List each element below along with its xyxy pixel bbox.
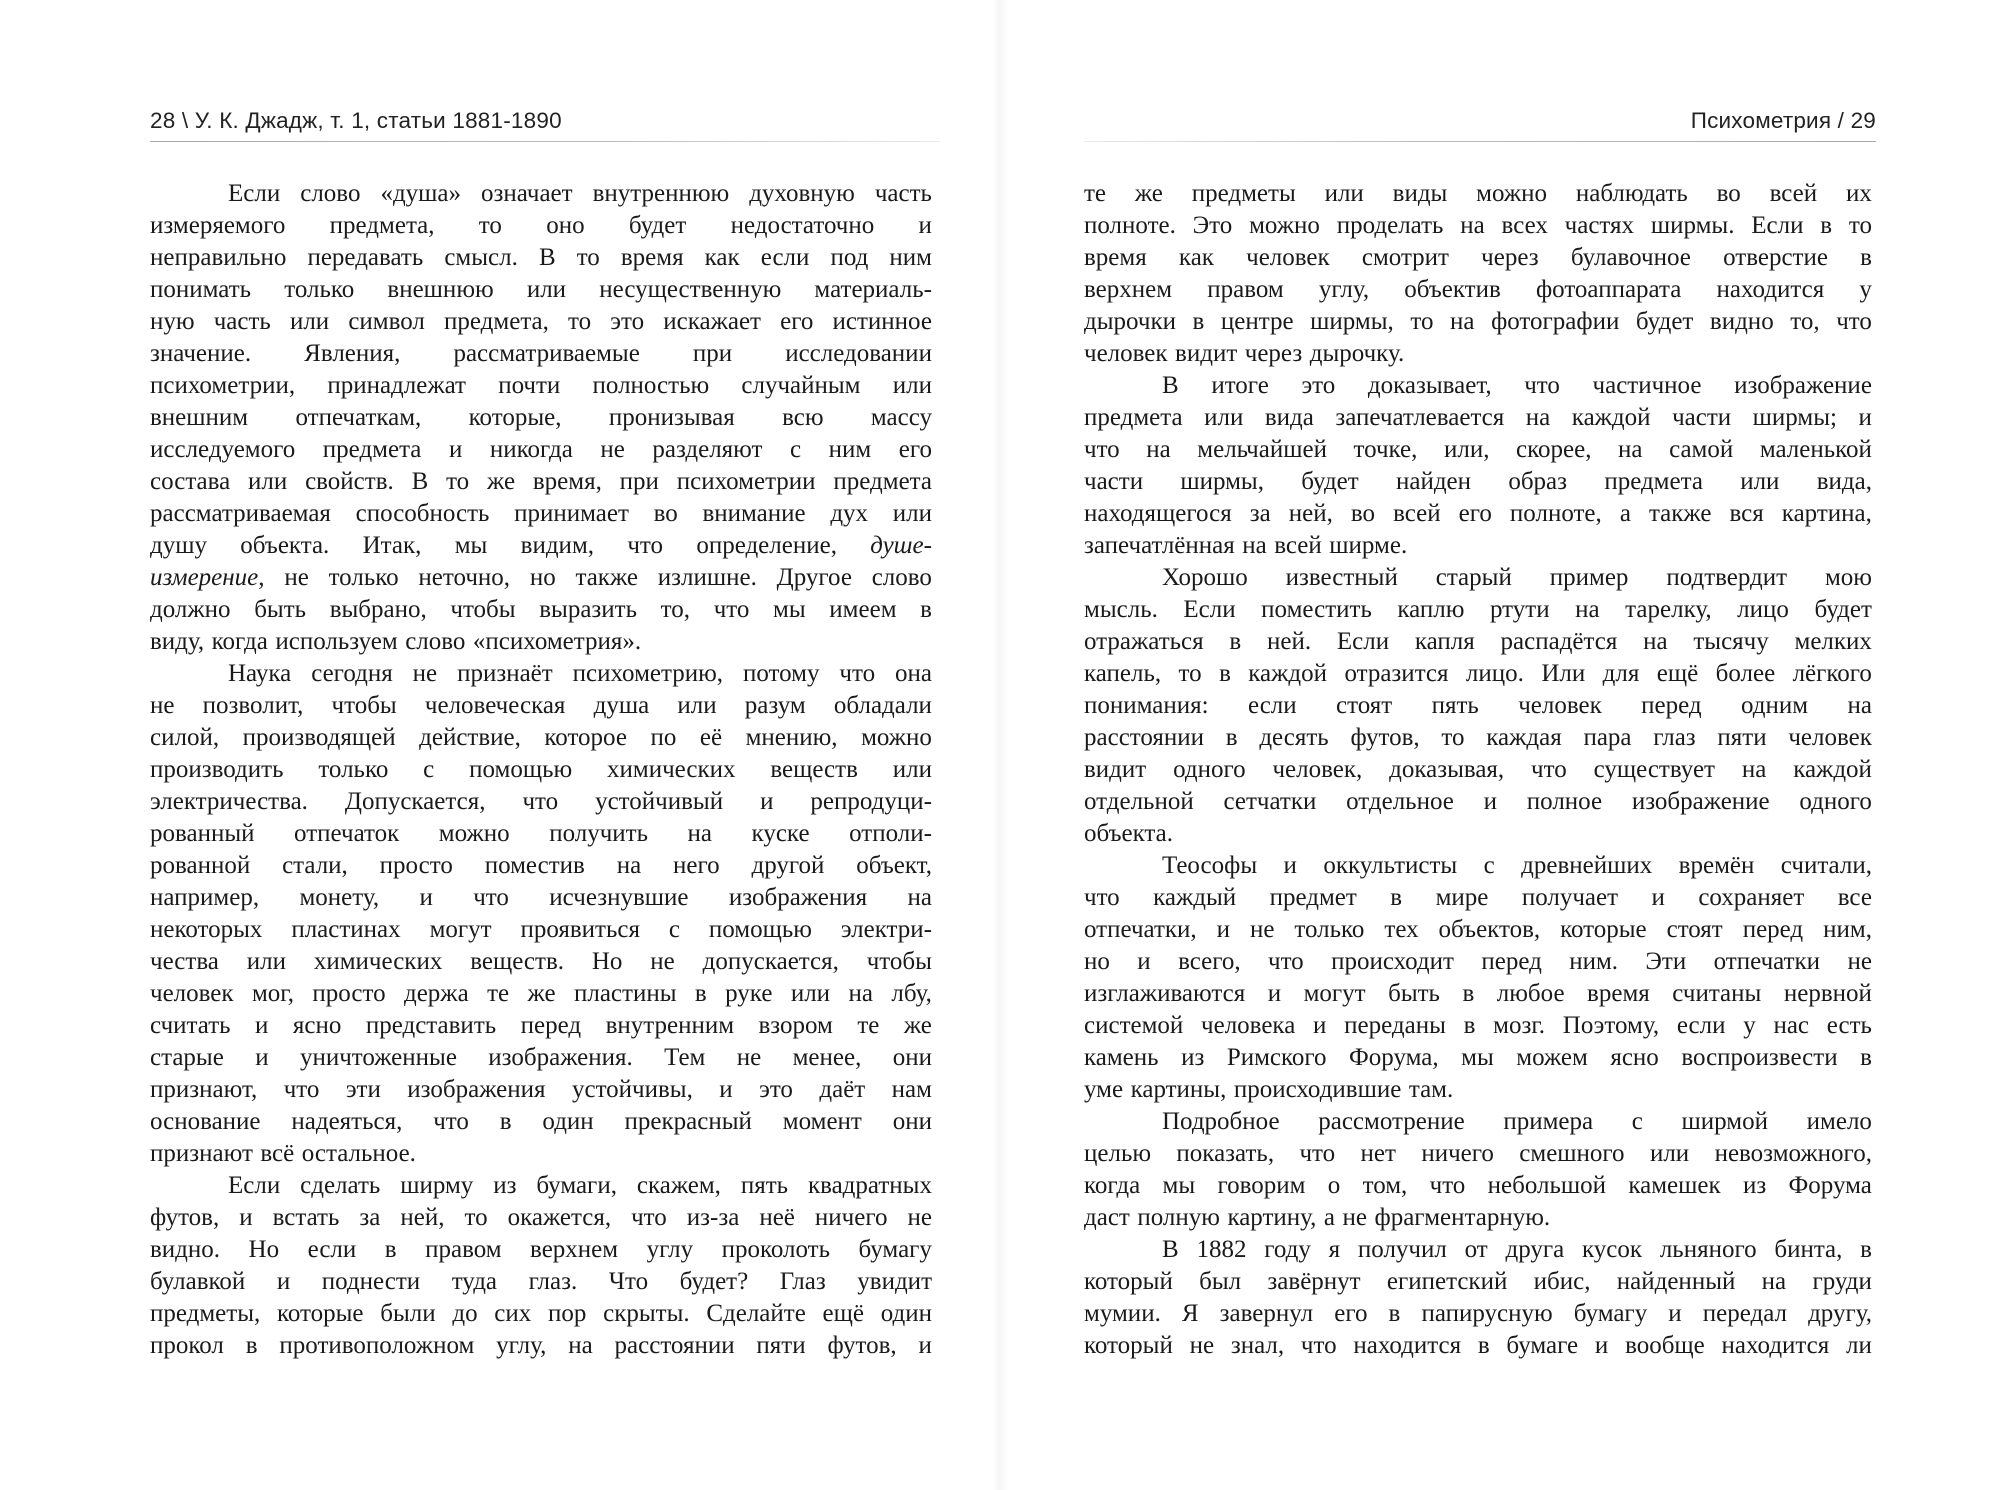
text-line: например, монету, и что исчезнувшие изображения на [150, 884, 932, 911]
body-text-right [1084, 178, 1872, 1362]
text-line: те же предметы или виды можно наблюдать во всей их [1084, 180, 1872, 207]
text-line: что на мельчайшей точке, или, скорее, на самой маленькой [1084, 436, 1872, 463]
text-line: предметы, которые были до сих пор скрыты. Сделайте ещё один [150, 1300, 932, 1327]
text-line: уме картины, происходившие там. [1084, 1076, 1454, 1103]
text-line: мысль. Если поместить каплю ртути на тарелку, лицо будет [1084, 596, 1872, 623]
running-header-right: Психометрия / 29 [1690, 108, 1876, 133]
text-line: неправильно передавать смысл. В то время как если под ним [150, 244, 932, 271]
text-line: целью показать, что нет ничего смешного или невозможного, [1084, 1140, 1872, 1167]
text-line: Наука сегодня не признаёт психометрию, потому что она [228, 660, 932, 687]
text-line: ную часть или символ предмета, то это искажает его истинное [150, 308, 932, 335]
text-line: В итоге это доказывает, что частичное изображение [1162, 372, 1872, 399]
text-line: даст полную картину, а не фрагментарную. [1084, 1204, 1551, 1231]
text-line: системой человека и переданы в мозг. Поэтому, если у нас есть [1084, 1012, 1872, 1039]
text-line: что каждый предмет в мире получает и сохраняет все [1084, 884, 1872, 911]
text-line: измерение, не только неточно, но также излишне. Другое слово [150, 564, 932, 591]
text-line: верхнем правом углу, объектив фотоаппарата находится у [1084, 276, 1872, 303]
text-line: полноте. Это можно проделать на всех частях ширмы. Если в то [1084, 212, 1872, 239]
text-line: человек видит через дырочку. [1084, 340, 1405, 367]
header-rule-right [1084, 141, 1876, 142]
text-line: рованный отпечаток можно получить на куске отполи- [150, 820, 932, 847]
text-line: признают всё остальное. [150, 1140, 416, 1167]
text-line: рованной стали, просто поместив на него другой объект, [150, 852, 932, 879]
text-line: Подробное рассмотрение примера с ширмой имело [1162, 1108, 1872, 1135]
text-line: не позволит, чтобы человеческая душа или разум обладали [150, 692, 932, 719]
text-line: который не знал, что находится в бумаге и вообще находится ли [1084, 1332, 1872, 1359]
text-line: признают, что эти изображения устойчивы, и это даёт нам [150, 1076, 932, 1103]
text-line: В 1882 году я получил от друга кусок льняного бинта, в [1162, 1236, 1872, 1263]
text-line: старые и уничтоженные изображения. Тем не менее, они [150, 1044, 932, 1071]
text-line: Теософы и оккультисты с древнейших времён считали, [1162, 852, 1872, 879]
text-line: когда мы говорим о том, что небольшой камешек из Форума [1084, 1172, 1872, 1199]
text-line: внешним отпечаткам, которые, пронизывая всю массу [150, 404, 932, 431]
text-line: прокол в противоположном углу, на расстоянии пяти футов, и [150, 1332, 932, 1359]
text-line: психометрии, принадлежат почти полностью случайным или [150, 372, 932, 399]
text-line: некоторых пластинах могут проявиться с помощью электри- [150, 916, 932, 943]
body-text-left [150, 178, 932, 1362]
text-line: считать и ясно представить перед внутренним взором те же [150, 1012, 932, 1039]
text-line: отдельной сетчатки отдельное и полное изображение одного [1084, 788, 1872, 815]
text-line: части ширмы, будет найден образ предмета или вида, [1084, 468, 1872, 495]
text-line: капель, то в каждой отразится лицо. Или для ещё более лёгкого [1084, 660, 1872, 687]
text-line: душу объекта. Итак, мы видим, что определение, душе- [150, 532, 932, 559]
right-page [1000, 0, 2000, 1490]
text-line: значение. Явления, рассматриваемые при исследовании [150, 340, 932, 367]
text-line: понимать только внешнюю или несущественную материаль- [150, 276, 932, 303]
text-line: но и всего, что происходит перед ним. Эти отпечатки не [1084, 948, 1872, 975]
text-line: виду, когда используем слово «психометрия». [150, 628, 642, 655]
text-line: расстоянии в десять футов, то каждая пара глаз пяти человек [1084, 724, 1872, 751]
text-line: предмета или вида запечатлевается на каждой части ширмы; и [1084, 404, 1872, 431]
text-line: видно. Но если в правом верхнем углу проколоть бумагу [150, 1236, 932, 1263]
text-line: производить только с помощью химических веществ или [150, 756, 932, 783]
text-line: электричества. Допускается, что устойчивый и репродуци- [150, 788, 932, 815]
running-header-left: 28 \ У. К. Джадж, т. 1, статьи 1881-1890 [150, 108, 562, 133]
header-rule-left [150, 141, 940, 142]
text-line: отпечатки, и не только тех объектов, которые стоят перед ним, [1084, 916, 1872, 943]
text-line: состава или свойств. В то же время, при психометрии предмета [150, 468, 932, 495]
text-line: объекта. [1084, 820, 1174, 847]
text-line: измеряемого предмета, то оно будет недостаточно и [150, 212, 932, 239]
text-line: булавкой и поднести туда глаз. Что будет? Глаз увидит [150, 1268, 932, 1295]
text-line: рассматриваемая способность принимает во внимание дух или [150, 500, 932, 527]
text-line: чества или химических веществ. Но не допускается, чтобы [150, 948, 932, 975]
text-line: силой, производящей действие, которое по её мнению, можно [150, 724, 932, 751]
text-line: футов, и встать за ней, то окажется, что из-за неё ничего не [150, 1204, 932, 1231]
text-line: человек мог, просто держа те же пластины в руке или на лбу, [150, 980, 932, 1007]
text-line: запечатлённая на всей ширме. [1084, 532, 1408, 559]
text-line: Если сделать ширму из бумаги, скажем, пять квадратных [228, 1172, 932, 1199]
text-line: находящегося за ней, во всей его полноте, а также вся картина, [1084, 500, 1872, 527]
text-line: Если слово «душа» означает внутреннюю духовную часть [228, 180, 932, 207]
text-line: основание надеяться, что в один прекрасный момент они [150, 1108, 932, 1135]
text-line: время как человек смотрит через булавочное отверстие в [1084, 244, 1872, 271]
text-line: исследуемого предмета и никогда не разделяют с ним его [150, 436, 932, 463]
text-line: изглаживаются и могут быть в любое время считаны нервной [1084, 980, 1872, 1007]
text-line: камень из Римского Форума, мы можем ясно воспроизвести в [1084, 1044, 1872, 1071]
text-line: отражаться в ней. Если капля распадётся на тысячу мелких [1084, 628, 1872, 655]
text-line: должно быть выбрано, чтобы выразить то, что мы имеем в [150, 596, 932, 623]
text-line: понимания: если стоят пять человек перед одним на [1084, 692, 1872, 719]
text-line: Хорошо известный старый пример подтвердит мою [1162, 564, 1872, 591]
text-line: дырочки в центре ширмы, то на фотографии будет видно то, что [1084, 308, 1872, 335]
text-line: который был завёрнут египетский ибис, найденный на груди [1084, 1268, 1872, 1295]
text-line: видит одного человек, доказывая, что существует на каждой [1084, 756, 1872, 783]
text-line: мумии. Я завернул его в папирусную бумагу и передал другу, [1084, 1300, 1872, 1327]
